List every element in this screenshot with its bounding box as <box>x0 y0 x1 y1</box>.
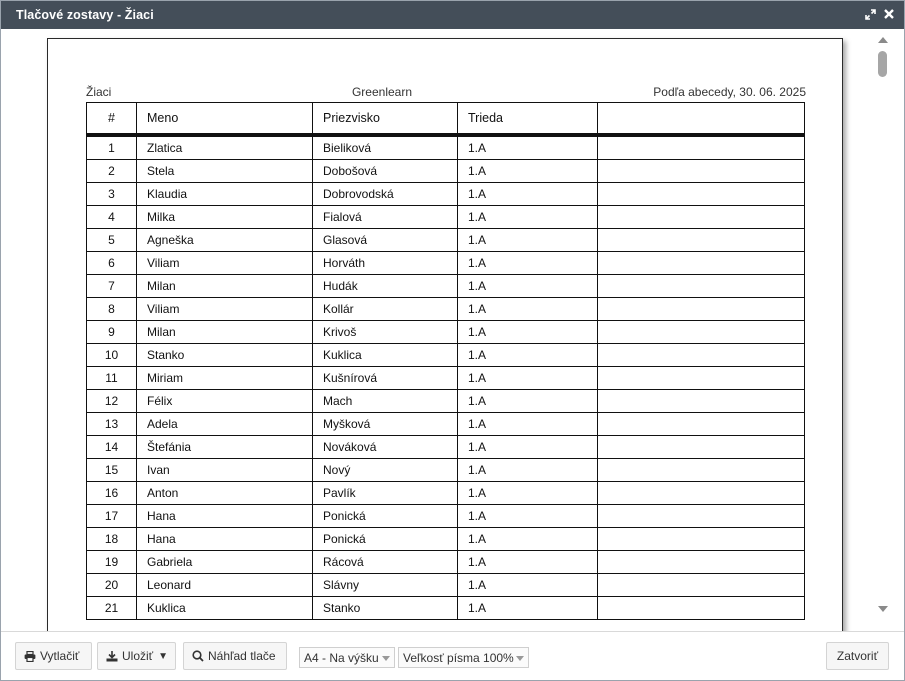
last-name-cell: Mach <box>313 390 458 413</box>
empty-cell <box>598 597 805 620</box>
empty-cell <box>598 160 805 183</box>
first-name-cell: Hana <box>137 505 313 528</box>
last-name-cell: Krivoš <box>313 321 458 344</box>
table-row <box>87 183 805 206</box>
class-cell: 1.A <box>458 482 598 505</box>
vertical-scrollbar[interactable] <box>875 37 891 617</box>
table-row <box>87 413 805 436</box>
row-number: 2 <box>87 160 137 183</box>
scroll-down-icon[interactable] <box>878 606 888 612</box>
class-cell: 1.A <box>458 252 598 275</box>
first-name-cell: Viliam <box>137 298 313 321</box>
empty-cell <box>598 135 805 160</box>
expand-icon[interactable] <box>863 7 877 21</box>
empty-cell <box>598 367 805 390</box>
first-name-cell: Klaudia <box>137 183 313 206</box>
first-name-cell: Leonard <box>137 574 313 597</box>
table-row <box>87 505 805 528</box>
row-number: 20 <box>87 574 137 597</box>
table-row <box>87 298 805 321</box>
save-button[interactable] <box>97 642 176 670</box>
empty-cell <box>598 482 805 505</box>
table-row <box>87 252 805 275</box>
empty-cell <box>598 206 805 229</box>
first-name-cell: Agneška <box>137 229 313 252</box>
empty-cell <box>598 229 805 252</box>
report-page <box>47 38 843 631</box>
row-number: 10 <box>87 344 137 367</box>
preview-area <box>1 29 904 631</box>
row-number: 21 <box>87 597 137 620</box>
title-bar[interactable] <box>1 1 904 29</box>
first-name-cell: Stanko <box>137 344 313 367</box>
report-header-left: Žiaci <box>86 85 112 99</box>
first-name-cell: Anton <box>137 482 313 505</box>
class-cell: 1.A <box>458 298 598 321</box>
class-cell: 1.A <box>458 505 598 528</box>
dialog-title: Tlačové zostavy - Žiaci <box>16 8 154 22</box>
column-header-number: # <box>87 103 137 136</box>
empty-cell <box>598 275 805 298</box>
column-header-last-name: Priezvisko <box>313 103 458 136</box>
empty-cell <box>598 574 805 597</box>
row-number: 14 <box>87 436 137 459</box>
last-name-cell: Fialová <box>313 206 458 229</box>
printer-icon <box>24 651 36 662</box>
search-icon <box>192 650 204 662</box>
table-row <box>87 229 805 252</box>
row-number: 6 <box>87 252 137 275</box>
table-row <box>87 390 805 413</box>
print-preview-label: Náhľad tlače <box>208 649 276 663</box>
row-number: 17 <box>87 505 137 528</box>
first-name-cell: Milan <box>137 321 313 344</box>
last-name-cell: Ponická <box>313 505 458 528</box>
print-preview-button[interactable] <box>183 642 287 670</box>
class-cell: 1.A <box>458 183 598 206</box>
empty-cell <box>598 551 805 574</box>
last-name-cell: Kollár <box>313 298 458 321</box>
class-cell: 1.A <box>458 206 598 229</box>
last-name-cell: Nový <box>313 459 458 482</box>
class-cell: 1.A <box>458 321 598 344</box>
row-number: 9 <box>87 321 137 344</box>
last-name-cell: Slávny <box>313 574 458 597</box>
empty-cell <box>598 459 805 482</box>
report-header-center: Greenlearn <box>351 85 413 99</box>
first-name-cell: Viliam <box>137 252 313 275</box>
last-name-cell: Stanko <box>313 597 458 620</box>
empty-cell <box>598 436 805 459</box>
students-table <box>86 102 805 620</box>
font-size-select[interactable] <box>398 647 529 668</box>
class-cell: 1.A <box>458 390 598 413</box>
row-number: 13 <box>87 413 137 436</box>
row-number: 12 <box>87 390 137 413</box>
table-row <box>87 551 805 574</box>
empty-cell <box>598 321 805 344</box>
column-header-class: Trieda <box>458 103 598 136</box>
close-label: Zatvoriť <box>836 649 879 663</box>
class-cell: 1.A <box>458 551 598 574</box>
empty-cell <box>598 505 805 528</box>
last-name-cell: Hudák <box>313 275 458 298</box>
table-row <box>87 574 805 597</box>
class-cell: 1.A <box>458 574 598 597</box>
first-name-cell: Gabriela <box>137 551 313 574</box>
last-name-cell: Ponická <box>313 528 458 551</box>
empty-cell <box>598 390 805 413</box>
last-name-cell: Horváth <box>313 252 458 275</box>
empty-cell <box>598 298 805 321</box>
paper-orientation-value: A4 - Na výšku <box>304 650 379 665</box>
row-number: 15 <box>87 459 137 482</box>
dialog-footer <box>1 631 904 681</box>
class-cell: 1.A <box>458 597 598 620</box>
empty-cell <box>598 344 805 367</box>
chevron-down-icon <box>382 656 390 661</box>
table-header-row <box>87 103 805 136</box>
class-cell: 1.A <box>458 528 598 551</box>
last-name-cell: Kuklica <box>313 344 458 367</box>
last-name-cell: Kušnírová <box>313 367 458 390</box>
class-cell: 1.A <box>458 367 598 390</box>
last-name-cell: Dobrovodská <box>313 183 458 206</box>
class-cell: 1.A <box>458 459 598 482</box>
table-row <box>87 160 805 183</box>
table-row <box>87 321 805 344</box>
save-label: Uložiť <box>122 649 154 663</box>
table-row <box>87 436 805 459</box>
class-cell: 1.A <box>458 344 598 367</box>
first-name-cell: Adela <box>137 413 313 436</box>
table-row <box>87 206 805 229</box>
paper-orientation-select[interactable] <box>299 647 395 668</box>
close-button[interactable] <box>826 642 889 670</box>
last-name-cell: Glasová <box>313 229 458 252</box>
close-icon[interactable] <box>882 7 896 21</box>
first-name-cell: Miriam <box>137 367 313 390</box>
table-row <box>87 459 805 482</box>
table-row <box>87 528 805 551</box>
row-number: 1 <box>87 135 137 160</box>
first-name-cell: Štefánia <box>137 436 313 459</box>
print-label: Vytlačiť <box>40 649 80 663</box>
last-name-cell: Rácová <box>313 551 458 574</box>
row-number: 11 <box>87 367 137 390</box>
first-name-cell: Milan <box>137 275 313 298</box>
class-cell: 1.A <box>458 229 598 252</box>
row-number: 18 <box>87 528 137 551</box>
first-name-cell: Stela <box>137 160 313 183</box>
row-number: 4 <box>87 206 137 229</box>
class-cell: 1.A <box>458 160 598 183</box>
dropdown-caret-icon: ▼ <box>158 650 169 662</box>
column-header-first-name: Meno <box>137 103 313 136</box>
empty-cell <box>598 252 805 275</box>
row-number: 19 <box>87 551 137 574</box>
scrollbar-thumb[interactable] <box>878 51 887 77</box>
column-header-empty <box>598 103 805 136</box>
empty-cell <box>598 528 805 551</box>
last-name-cell: Pavlík <box>313 482 458 505</box>
print-button[interactable] <box>15 642 92 670</box>
table-row <box>87 344 805 367</box>
report-header-right: Podľa abecedy, 30. 06. 2025 <box>653 85 806 99</box>
class-cell: 1.A <box>458 275 598 298</box>
table-row <box>87 275 805 298</box>
table-row <box>87 482 805 505</box>
first-name-cell: Hana <box>137 528 313 551</box>
row-number: 8 <box>87 298 137 321</box>
row-number: 16 <box>87 482 137 505</box>
first-name-cell: Zlatica <box>137 135 313 160</box>
class-cell: 1.A <box>458 135 598 160</box>
row-number: 3 <box>87 183 137 206</box>
row-number: 5 <box>87 229 137 252</box>
first-name-cell: Milka <box>137 206 313 229</box>
class-cell: 1.A <box>458 413 598 436</box>
table-row <box>87 135 805 160</box>
first-name-cell: Ivan <box>137 459 313 482</box>
scroll-up-icon[interactable] <box>878 37 888 43</box>
class-cell: 1.A <box>458 436 598 459</box>
table-row <box>87 367 805 390</box>
row-number: 7 <box>87 275 137 298</box>
download-icon <box>106 651 118 662</box>
last-name-cell: Dobošová <box>313 160 458 183</box>
chevron-down-icon <box>516 656 524 661</box>
font-size-value: Veľkosť písma 100% <box>403 650 514 665</box>
last-name-cell: Myšková <box>313 413 458 436</box>
table-row <box>87 597 805 620</box>
empty-cell <box>598 413 805 436</box>
first-name-cell: Kuklica <box>137 597 313 620</box>
empty-cell <box>598 183 805 206</box>
first-name-cell: Félix <box>137 390 313 413</box>
last-name-cell: Nováková <box>313 436 458 459</box>
last-name-cell: Bieliková <box>313 135 458 160</box>
